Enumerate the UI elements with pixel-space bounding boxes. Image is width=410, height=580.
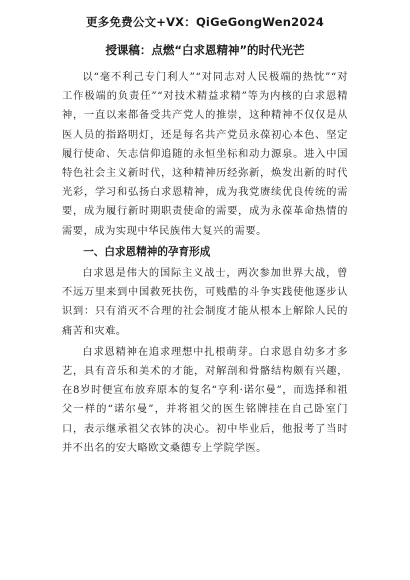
section-heading-1: 一、白求恩精神的孕育形成 bbox=[83, 245, 211, 258]
document-title: 授课稿：点燃“白求恩精神”的时代光芒 bbox=[105, 43, 305, 57]
promo-header: 更多免费公文+VX：QiGeGongWen2024 bbox=[86, 15, 324, 29]
intro-paragraph: 以“毫不利己专门利人”“对同志对人民极端的热忱”“对工作极端的负责任”“对技术精益求精”等为内核的白求恩精神，一直以来都备受共产党人的推崇，这种精神不仅仅是从医人员的指路明灯，还是每名共产党员永葆初心本色、坚定履行使命、矢志信仰追随的永恒坐标和动力源泉。进入中国特色社会主义新时代，这种精神历经弥新，焕发出新的时代光彩，学习和弘扬白求恩精神，成为我党赓续优良传统的需要，成为履行新时期职责使命的需要，成为永葆革命热情的需要，成为实现中华民族伟大复兴的需要。 bbox=[62, 72, 348, 237]
section1-paragraph-2: 白求恩精神在追求理想中扎根萌芽。白求恩自幼多才多艺，具有音乐和美术的才能，对解剖和骨骼结构颇有兴趣，在8岁时便宣布放弃原本的复名“亨利·诺尔曼”，而选择和祖父一样的“诺尔曼”，并将祖父的医生铭牌挂在自己卧室门口，表示继承祖父衣钵的决心。初中毕业后，他报考了当时并不出名的安大略欧文桑德专上学院学医。 bbox=[62, 346, 348, 454]
section1-paragraph-1: 白求恩是伟大的国际主义战士，两次参加世界大战，曾不远万里来到中国救死扶伤，可贱酷的斗争实践使他逐步认识到：只有消灭不合理的社会制度才能从根本上解除人民的痛苦和灾难。 bbox=[62, 268, 348, 337]
